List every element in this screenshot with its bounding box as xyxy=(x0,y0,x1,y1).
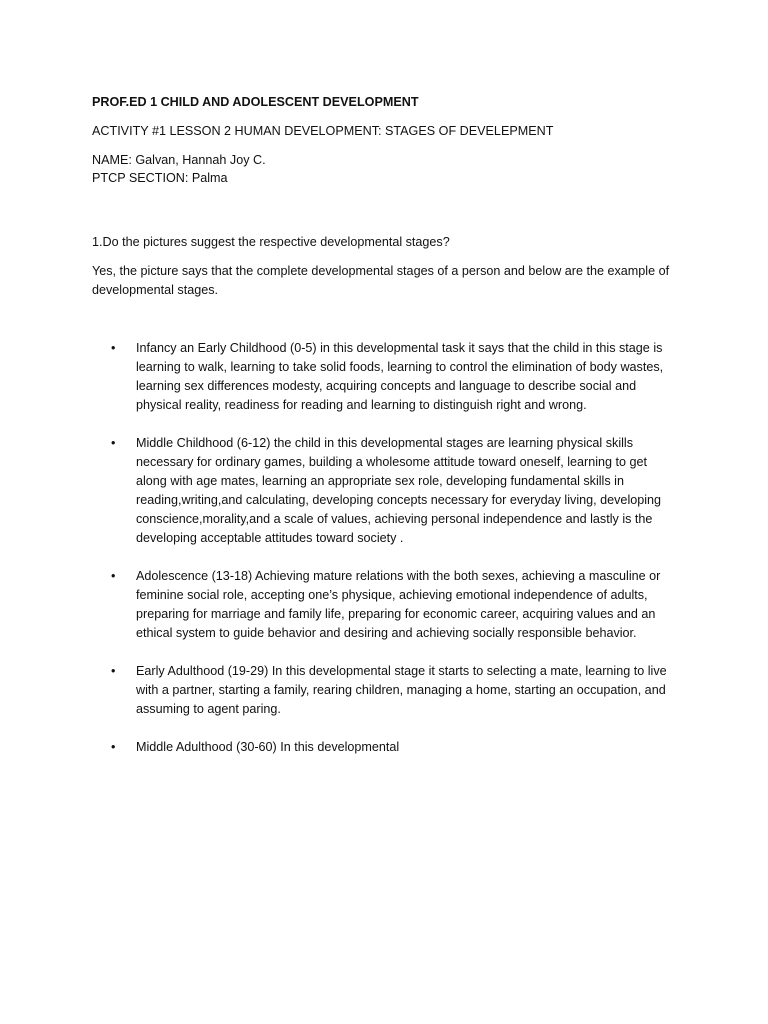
section-name: PTCP SECTION: Palma xyxy=(92,171,228,185)
list-item xyxy=(92,662,681,719)
list-item xyxy=(92,567,681,643)
bullet-icon: • xyxy=(111,740,116,754)
activity-title: ACTIVITY #1 LESSON 2 HUMAN DEVELOPMENT: STAGES OF DEVELEPMENT xyxy=(92,124,554,138)
bullet-icon: • xyxy=(111,436,116,450)
list-item xyxy=(92,339,681,415)
list-item-text: Infancy an Early Childhood (0-5) in this developmental task it says that the child in this stage is learning to walk, learning to take solid foods, learning to control the elimination of body wastes, learning sex differences modesty, acquiring concepts and language to describe social and physical reality, readiness for reading and learning to distinguish right and wrong. xyxy=(136,341,664,412)
course-title: PROF.ED 1 CHILD AND ADOLESCENT DEVELOPMENT xyxy=(92,95,419,109)
list-item xyxy=(92,434,681,548)
developmental-stages-list xyxy=(92,339,692,776)
bullet-icon: • xyxy=(111,341,116,355)
question-text: 1.Do the pictures suggest the respective developmental stages? xyxy=(92,235,450,249)
list-item-text: Adolescence (13-18) Achieving mature relations with the both sexes, achieving a masculine or feminine social role, accepting one’s physique, achieving emotional independence of adults, preparing for marriage and family life, preparing for economic career, acquiring values and an ethical system to guide behavior and desiring and achieving socially responsible behavior. xyxy=(136,569,661,640)
bullet-icon: • xyxy=(111,664,116,678)
list-item-text: Early Adulthood (19-29) In this developmental stage it starts to selecting a mate, learning to live with a partner, starting a family, rearing children, managing a home, starting an occupation, and assuming to agent paring. xyxy=(136,664,667,716)
list-item-text: Middle Childhood (6-12) the child in this developmental stages are learning physical skills necessary for ordinary games, building a wholesome attitude toward oneself, learning to get along with age mates, learning an appropriate sex role, developing fundamental skills in reading,writing,and calculating, developing concepts necessary for everyday living, developing conscience,morality,and a scale of values, achieving personal independence and lastly is the developing acceptable attitudes toward society . xyxy=(136,436,662,545)
list-item-text: Middle Adulthood (30-60) In this developmental xyxy=(136,740,400,754)
student-name: NAME: Galvan, Hannah Joy C. xyxy=(92,153,266,167)
list-item xyxy=(92,738,681,757)
bullet-icon: • xyxy=(111,569,116,583)
answer-text: Yes, the picture says that the complete developmental stages of a person and below are the example of developmental stages. xyxy=(92,264,670,297)
